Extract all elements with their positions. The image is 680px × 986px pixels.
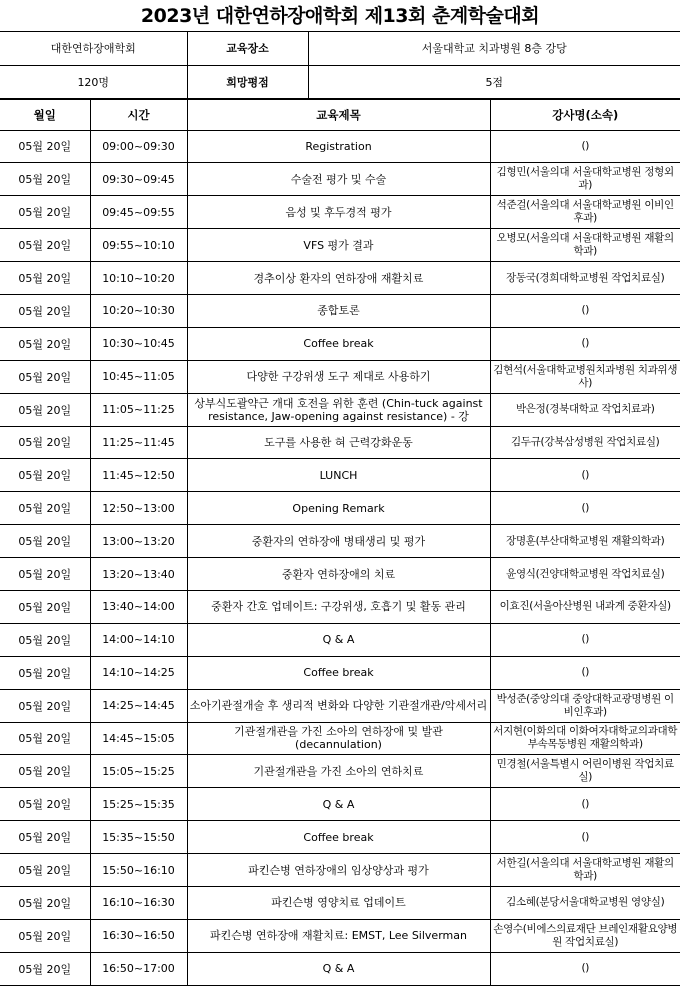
lecturer-cell: () (490, 821, 680, 854)
time-cell: 15:35~15:50 (90, 821, 187, 854)
topic-cell: 소아기관절개술 후 생리적 변화와 다양한 기관절개관/악세서리 (187, 689, 490, 722)
topic-cell: Q & A (187, 623, 490, 656)
topic-cell: 음성 및 후두경적 평가 (187, 196, 490, 229)
event-info-table (0, 32, 680, 99)
date-cell: 05월 20일 (0, 590, 90, 623)
table-row (0, 130, 680, 163)
info-row-venue (0, 32, 680, 65)
date-cell: 05월 20일 (0, 623, 90, 656)
table-row (0, 821, 680, 854)
date-cell: 05월 20일 (0, 426, 90, 459)
lecturer-cell: 김형민(서울의대 서울대학교병원 정형외과) (490, 163, 680, 196)
table-row (0, 689, 680, 722)
time-cell: 09:55~10:10 (90, 229, 187, 262)
time-cell: 13:20~13:40 (90, 558, 187, 591)
lecturer-cell: 장동국(경희대학교병원 작업치료실) (490, 262, 680, 295)
date-cell: 05월 20일 (0, 525, 90, 558)
table-row (0, 788, 680, 821)
table-row (0, 229, 680, 262)
venue-label: 교육장소 (187, 32, 308, 65)
header-topic: 교육제목 (187, 99, 490, 130)
schedule-header-row (0, 99, 680, 130)
lecturer-cell: 오병모(서울의대 서울대학교병원 재활의학과) (490, 229, 680, 262)
date-cell: 05월 20일 (0, 722, 90, 755)
table-row (0, 623, 680, 656)
info-row-score (0, 65, 680, 98)
topic-cell: 경추이상 환자의 연하장애 재활치료 (187, 262, 490, 295)
date-cell: 05월 20일 (0, 788, 90, 821)
table-row (0, 558, 680, 591)
date-cell: 05월 20일 (0, 196, 90, 229)
time-cell: 16:50~17:00 (90, 952, 187, 985)
date-cell: 05월 20일 (0, 952, 90, 985)
topic-cell: VFS 평가 결과 (187, 229, 490, 262)
topic-cell: Q & A (187, 952, 490, 985)
lecturer-cell: 김현석(서울대학교병원치과병원 치과위생사) (490, 360, 680, 393)
topic-cell: LUNCH (187, 459, 490, 492)
topic-cell: 중환자 간호 업데이트: 구강위생, 호흡기 및 활동 관리 (187, 590, 490, 623)
time-cell: 15:50~16:10 (90, 854, 187, 887)
date-cell: 05월 20일 (0, 492, 90, 525)
lecturer-cell: 김두규(강북삼성병원 작업치료실) (490, 426, 680, 459)
date-cell: 05월 20일 (0, 919, 90, 952)
lecturer-cell: 박은정(경북대학교 작업치료과) (490, 393, 680, 426)
lecturer-cell: 손영수(비에스의료재단 브레인재활요양병원 작업치료실) (490, 919, 680, 952)
table-row (0, 919, 680, 952)
time-cell: 10:45~11:05 (90, 360, 187, 393)
date-cell: 05월 20일 (0, 854, 90, 887)
time-cell: 14:00~14:10 (90, 623, 187, 656)
organizer-value: 대한연하장애학회 (0, 32, 187, 65)
table-row (0, 492, 680, 525)
topic-cell: 파킨슨병 연하장애 재활치료: EMST, Lee Silverman (187, 919, 490, 952)
date-cell: 05월 20일 (0, 262, 90, 295)
time-cell: 14:45~15:05 (90, 722, 187, 755)
time-cell: 14:10~14:25 (90, 656, 187, 689)
date-cell: 05월 20일 (0, 656, 90, 689)
time-cell: 12:50~13:00 (90, 492, 187, 525)
date-cell: 05월 20일 (0, 360, 90, 393)
header-lecturer: 강사명(소속) (490, 99, 680, 130)
lecturer-cell: () (490, 294, 680, 327)
time-cell: 11:05~11:25 (90, 393, 187, 426)
date-cell: 05월 20일 (0, 327, 90, 360)
date-cell: 05월 20일 (0, 294, 90, 327)
table-row (0, 525, 680, 558)
table-row (0, 722, 680, 755)
date-cell: 05월 20일 (0, 459, 90, 492)
time-cell: 09:00~09:30 (90, 130, 187, 163)
table-row (0, 294, 680, 327)
topic-cell: Registration (187, 130, 490, 163)
venue-value: 서울대학교 치과병원 8층 강당 (308, 32, 680, 65)
date-cell: 05월 20일 (0, 755, 90, 788)
lecturer-cell: 박성준(중앙의대 중앙대학교광명병원 이비인후과) (490, 689, 680, 722)
date-cell: 05월 20일 (0, 393, 90, 426)
time-cell: 15:25~15:35 (90, 788, 187, 821)
topic-cell: 파킨슨병 영양치료 업데이트 (187, 886, 490, 919)
lecturer-cell: 김소혜(분당서울대학교병원 영양실) (490, 886, 680, 919)
topic-cell: 도구를 사용한 혀 근력강화운동 (187, 426, 490, 459)
date-cell: 05월 20일 (0, 130, 90, 163)
table-row (0, 854, 680, 887)
lecturer-cell: () (490, 130, 680, 163)
score-value: 5점 (308, 65, 680, 98)
table-row (0, 196, 680, 229)
header-time: 시간 (90, 99, 187, 130)
date-cell: 05월 20일 (0, 163, 90, 196)
time-cell: 10:30~10:45 (90, 327, 187, 360)
table-row (0, 393, 680, 426)
table-row (0, 590, 680, 623)
date-cell: 05월 20일 (0, 821, 90, 854)
topic-cell: Q & A (187, 788, 490, 821)
lecturer-cell: () (490, 656, 680, 689)
lecturer-cell: 석준걸(서울의대 서울대학교병원 이비인후과) (490, 196, 680, 229)
table-row (0, 327, 680, 360)
time-cell: 09:30~09:45 (90, 163, 187, 196)
table-row (0, 886, 680, 919)
lecturer-cell: () (490, 788, 680, 821)
topic-cell: 기관절개관을 가진 소아의 연하장애 및 발관 (decannulation) (187, 722, 490, 755)
table-row (0, 262, 680, 295)
lecturer-cell: () (490, 623, 680, 656)
topic-cell: 수술전 평가 및 수술 (187, 163, 490, 196)
time-cell: 10:10~10:20 (90, 262, 187, 295)
capacity-value: 120명 (0, 65, 187, 98)
lecturer-cell: 윤영식(건양대학교병원 작업치료실) (490, 558, 680, 591)
topic-cell: Coffee break (187, 656, 490, 689)
header-date: 월일 (0, 99, 90, 130)
time-cell: 16:10~16:30 (90, 886, 187, 919)
lecturer-cell: 민경철(서울특별시 어린이병원 작업치료실) (490, 755, 680, 788)
lecturer-cell: 장명훈(부산대학교병원 재활의학과) (490, 525, 680, 558)
lecturer-cell: () (490, 492, 680, 525)
table-row (0, 952, 680, 985)
date-cell: 05월 20일 (0, 689, 90, 722)
time-cell: 10:20~10:30 (90, 294, 187, 327)
topic-cell: 종합토론 (187, 294, 490, 327)
time-cell: 11:25~11:45 (90, 426, 187, 459)
topic-cell: 중환자의 연하장애 병태생리 및 평가 (187, 525, 490, 558)
lecturer-cell: () (490, 459, 680, 492)
time-cell: 11:45~12:50 (90, 459, 187, 492)
time-cell: 15:05~15:25 (90, 755, 187, 788)
schedule-table (0, 99, 680, 986)
table-row (0, 656, 680, 689)
table-row (0, 426, 680, 459)
date-cell: 05월 20일 (0, 229, 90, 262)
time-cell: 13:40~14:00 (90, 590, 187, 623)
lecturer-cell: () (490, 952, 680, 985)
time-cell: 09:45~09:55 (90, 196, 187, 229)
topic-cell: 다양한 구강위생 도구 제대로 사용하기 (187, 360, 490, 393)
score-label: 희망평점 (187, 65, 308, 98)
lecturer-cell: 서지현(이화의대 이화여자대학교의과대학부속목동병원 재활의학과) (490, 722, 680, 755)
time-cell: 16:30~16:50 (90, 919, 187, 952)
lecturer-cell: 이효진(서울아산병원 내과계 중환자실) (490, 590, 680, 623)
date-cell: 05월 20일 (0, 886, 90, 919)
topic-cell: 파킨슨병 연하장애의 임상양상과 평가 (187, 854, 490, 887)
page-title: 2023년 대한연하장애학회 제13회 춘계학술대회 (0, 0, 680, 32)
time-cell: 14:25~14:45 (90, 689, 187, 722)
time-cell: 13:00~13:20 (90, 525, 187, 558)
table-row (0, 360, 680, 393)
date-cell: 05월 20일 (0, 558, 90, 591)
table-row (0, 755, 680, 788)
table-row (0, 163, 680, 196)
lecturer-cell: () (490, 327, 680, 360)
topic-cell: Opening Remark (187, 492, 490, 525)
topic-cell: 기관절개관을 가진 소아의 연하치료 (187, 755, 490, 788)
topic-cell: 중환자 연하장애의 치료 (187, 558, 490, 591)
topic-cell: Coffee break (187, 327, 490, 360)
table-row (0, 459, 680, 492)
topic-cell: 상부식도괄약근 개대 호전을 위한 훈련 (Chin-tuck against resistance, Jaw-opening against resistance) - 강 (187, 393, 490, 426)
topic-cell: Coffee break (187, 821, 490, 854)
lecturer-cell: 서한길(서울의대 서울대학교병원 재활의학과) (490, 854, 680, 887)
